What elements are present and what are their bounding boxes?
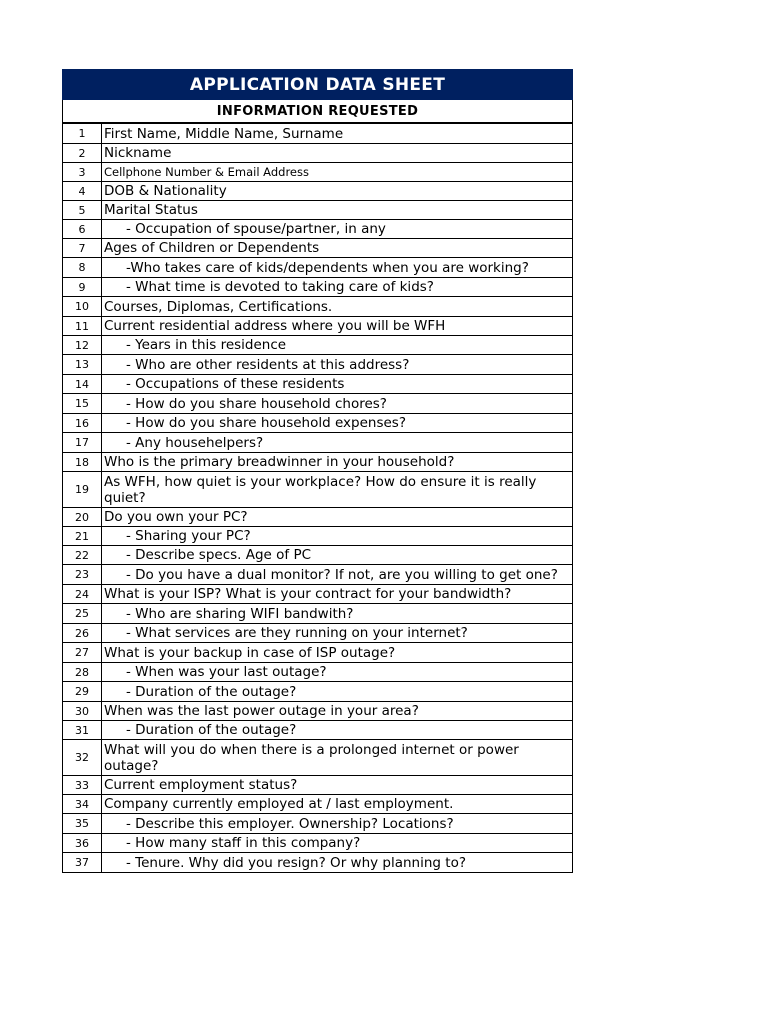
- row-number: 25: [63, 604, 102, 624]
- row-number: 16: [63, 414, 102, 433]
- table-row: [63, 258, 573, 278]
- questions-table: [62, 123, 573, 873]
- question-cell[interactable]: [102, 355, 573, 375]
- row-number: 30: [63, 702, 102, 721]
- table-row: [63, 814, 573, 834]
- table-row: [63, 624, 573, 643]
- question-cell[interactable]: As WFH, how quiet is your workplace? How do ensure it is really quiet?: [102, 472, 573, 508]
- row-number: 12: [63, 336, 102, 355]
- question-cell[interactable]: What is your ISP? What is your contract for your bandwidth?: [102, 585, 573, 604]
- question-text: - Any househelpers?: [126, 434, 264, 451]
- table-row: [63, 853, 573, 873]
- table-row: [63, 220, 573, 239]
- question-cell[interactable]: [102, 853, 573, 873]
- question-text: - What services are they running on your internet?: [126, 625, 468, 641]
- table-row: [63, 643, 573, 663]
- question-text: - Years in this residence: [126, 337, 287, 353]
- column-header: INFORMATION REQUESTED: [62, 100, 573, 123]
- question-cell[interactable]: Company currently employed at / last employment.: [102, 795, 573, 814]
- table-row: [63, 472, 573, 508]
- table-row: [63, 453, 573, 472]
- table-row: [63, 546, 573, 565]
- question-cell[interactable]: Current employment status?: [102, 776, 573, 795]
- table-row: [63, 527, 573, 546]
- row-number: 24: [63, 585, 102, 604]
- question-cell[interactable]: Do you own your PC?: [102, 508, 573, 527]
- table-row: [63, 239, 573, 258]
- table-row: [63, 336, 573, 355]
- question-cell[interactable]: [102, 834, 573, 853]
- row-number: 14: [63, 375, 102, 394]
- question-text: - Who are sharing WIFI bandwith?: [126, 605, 354, 622]
- table-row: [63, 182, 573, 201]
- question-cell[interactable]: [102, 663, 573, 682]
- table-row: [63, 124, 573, 144]
- question-cell[interactable]: Courses, Diplomas, Certifications.: [102, 297, 573, 317]
- table-row: [63, 585, 573, 604]
- row-number: 8: [63, 258, 102, 278]
- table-row: [63, 721, 573, 740]
- table-row: [63, 565, 573, 585]
- question-cell[interactable]: [102, 258, 573, 278]
- table-row: [63, 702, 573, 721]
- row-number: 36: [63, 834, 102, 853]
- question-text: - Occupation of spouse/partner, in any: [126, 221, 386, 237]
- table-row: [63, 776, 573, 795]
- table-row: [63, 740, 573, 776]
- question-cell[interactable]: Marital Status: [102, 201, 573, 220]
- row-number: 5: [63, 201, 102, 220]
- question-text: - Occupations of these residents: [126, 376, 345, 392]
- row-number: 2: [63, 144, 102, 163]
- table-row: [63, 508, 573, 527]
- row-number: 26: [63, 624, 102, 643]
- question-cell[interactable]: [102, 278, 573, 297]
- table-row: [63, 297, 573, 317]
- table-row: [63, 201, 573, 220]
- question-text: - What time is devoted to taking care of kids?: [126, 279, 434, 295]
- row-number: 34: [63, 795, 102, 814]
- question-cell[interactable]: [102, 624, 573, 643]
- row-number: 20: [63, 508, 102, 527]
- row-number: 21: [63, 527, 102, 546]
- row-number: 9: [63, 278, 102, 297]
- row-number: 10: [63, 297, 102, 317]
- table-row: [63, 394, 573, 414]
- row-number: 1: [63, 124, 102, 144]
- question-cell[interactable]: What is your backup in case of ISP outage?: [102, 643, 573, 663]
- row-number: 35: [63, 814, 102, 834]
- question-cell[interactable]: Current residential address where you will be WFH: [102, 317, 573, 336]
- question-cell[interactable]: [102, 546, 573, 565]
- question-cell[interactable]: [102, 814, 573, 834]
- question-cell[interactable]: Ages of Children or Dependents: [102, 239, 573, 258]
- row-number: 4: [63, 182, 102, 201]
- row-number: 13: [63, 355, 102, 375]
- table-row: [63, 317, 573, 336]
- question-text: - Duration of the outage?: [126, 683, 297, 700]
- row-number: 18: [63, 453, 102, 472]
- row-number: 3: [63, 163, 102, 182]
- question-cell[interactable]: Cellphone Number & Email Address: [102, 163, 573, 182]
- table-row: [63, 144, 573, 163]
- table-row: [63, 604, 573, 624]
- row-number: 17: [63, 433, 102, 453]
- table-row: [63, 355, 573, 375]
- question-cell[interactable]: When was the last power outage in your area?: [102, 702, 573, 721]
- row-number: 15: [63, 394, 102, 414]
- question-cell[interactable]: [102, 220, 573, 239]
- question-text: - Sharing your PC?: [126, 528, 251, 544]
- question-text: - Who are other residents at this address?: [126, 356, 410, 373]
- question-cell[interactable]: [102, 604, 573, 624]
- question-cell[interactable]: Who is the primary breadwinner in your household?: [102, 453, 573, 472]
- table-row: [63, 433, 573, 453]
- question-cell[interactable]: [102, 336, 573, 355]
- row-number: 37: [63, 853, 102, 873]
- table-row: [63, 278, 573, 297]
- question-text: - Describe this employer. Ownership? Locations?: [126, 815, 454, 832]
- question-text: - When was your last outage?: [126, 664, 327, 680]
- question-text: - How do you share household chores?: [126, 395, 387, 412]
- row-number: 28: [63, 663, 102, 682]
- question-cell[interactable]: [102, 394, 573, 414]
- row-number: 27: [63, 643, 102, 663]
- row-number: 6: [63, 220, 102, 239]
- question-cell[interactable]: [102, 433, 573, 453]
- question-cell[interactable]: What will you do when there is a prolonged internet or power outage?: [102, 740, 573, 776]
- question-cell[interactable]: Nickname: [102, 144, 573, 163]
- application-data-sheet: [62, 69, 573, 873]
- table-row: [63, 663, 573, 682]
- row-number: 32: [63, 740, 102, 776]
- question-cell[interactable]: [102, 721, 573, 740]
- question-cell[interactable]: First Name, Middle Name, Surname: [102, 124, 573, 144]
- question-cell[interactable]: [102, 527, 573, 546]
- question-cell[interactable]: [102, 682, 573, 702]
- question-text: - How many staff in this company?: [126, 835, 361, 851]
- question-text: - Duration of the outage?: [126, 722, 297, 738]
- question-text: - How do you share household expenses?: [126, 415, 406, 431]
- table-row: [63, 795, 573, 814]
- question-text: - Do you have a dual monitor? If not, are you willing to get one?: [126, 566, 558, 583]
- table-row: [63, 682, 573, 702]
- question-text: - Describe specs. Age of PC: [126, 547, 312, 563]
- question-cell[interactable]: [102, 375, 573, 394]
- table-row: [63, 375, 573, 394]
- table-row: [63, 834, 573, 853]
- question-cell[interactable]: [102, 565, 573, 585]
- row-number: 11: [63, 317, 102, 336]
- question-cell[interactable]: DOB & Nationality: [102, 182, 573, 201]
- row-number: 7: [63, 239, 102, 258]
- row-number: 22: [63, 546, 102, 565]
- row-number: 33: [63, 776, 102, 795]
- row-number: 29: [63, 682, 102, 702]
- sheet-title: APPLICATION DATA SHEET: [62, 69, 573, 100]
- question-text: -Who takes care of kids/dependents when you are working?: [126, 259, 529, 276]
- table-row: [63, 163, 573, 182]
- table-row: [63, 414, 573, 433]
- row-number: 31: [63, 721, 102, 740]
- row-number: 23: [63, 565, 102, 585]
- row-number: 19: [63, 472, 102, 508]
- question-cell[interactable]: [102, 414, 573, 433]
- question-text: - Tenure. Why did you resign? Or why planning to?: [126, 854, 466, 871]
